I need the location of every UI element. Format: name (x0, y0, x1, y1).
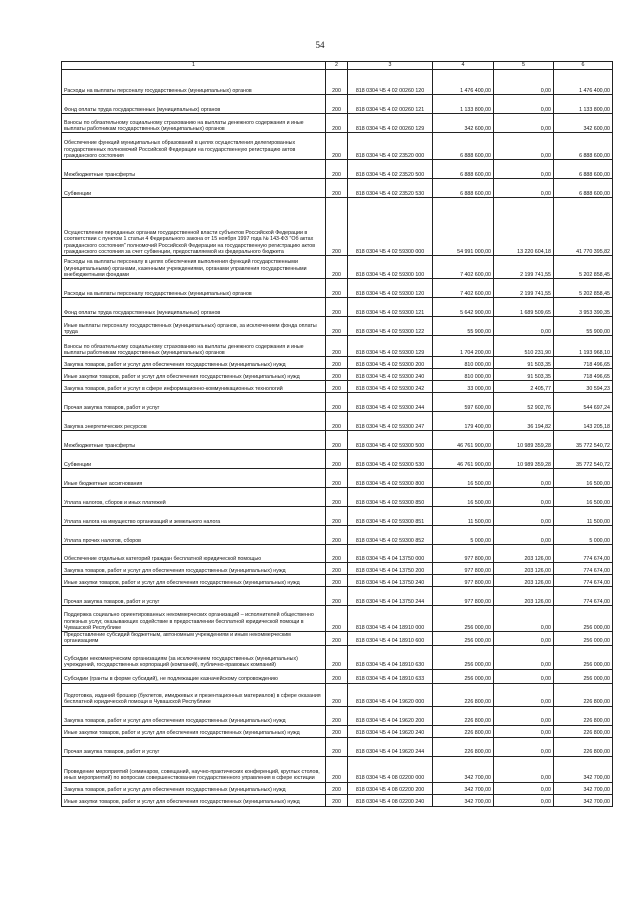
row-remaining-amount: 342 600,00 (554, 114, 613, 133)
row-plan-amount: 597 600,00 (433, 393, 494, 412)
row-code: 200 (326, 160, 348, 179)
table-row (62, 160, 613, 179)
table-row (62, 133, 613, 160)
row-code: 200 (326, 393, 348, 412)
row-budget-code: 818 0304 Ч5 4 02 59300 852 (348, 526, 433, 545)
row-remaining-amount: 718 496,65 (554, 357, 613, 369)
row-remaining-amount: 342 700,00 (554, 756, 613, 782)
row-executed-amount: 0,00 (494, 645, 554, 669)
row-code: 200 (326, 450, 348, 469)
row-name: Закупка товаров, работ и услуг в сфере информационно-коммуникационных технологий (62, 381, 326, 393)
row-remaining-amount: 6 888 600,00 (554, 179, 613, 198)
table-row (62, 279, 613, 298)
table-row (62, 606, 613, 632)
row-code: 200 (326, 737, 348, 756)
row-plan-amount: 1 476 400,00 (433, 70, 494, 95)
row-name: Взносы по обязательному социальному страхованию на выплаты денежного содержания и иные выплаты работникам государственных (муниципальных) органов (62, 114, 326, 133)
table-row (62, 114, 613, 133)
row-remaining-amount: 30 594,23 (554, 381, 613, 393)
row-code: 200 (326, 669, 348, 683)
row-name: Подготовка, изданий брошюр (буклетов, имиджевых и презентационных материалов) в сфере оказания бесплатной юридической помощи в Чувашской Республике (62, 683, 326, 706)
row-executed-amount: 0,00 (494, 179, 554, 198)
table-row (62, 507, 613, 526)
row-plan-amount: 16 500,00 (433, 469, 494, 488)
row-plan-amount: 54 991 000,00 (433, 198, 494, 256)
row-executed-amount: 1 689 509,65 (494, 298, 554, 317)
row-budget-code: 818 0304 Ч5 4 02 59300 100 (348, 256, 433, 279)
table-row (62, 706, 613, 725)
row-executed-amount: 0,00 (494, 683, 554, 706)
row-name: Закупка товаров, работ и услуг для обеспечения государственных (муниципальных) нужд (62, 706, 326, 725)
row-remaining-amount: 6 888 600,00 (554, 133, 613, 160)
row-plan-amount: 6 888 600,00 (433, 133, 494, 160)
table-row (62, 632, 613, 646)
row-plan-amount: 977 800,00 (433, 545, 494, 563)
row-plan-amount: 342 700,00 (433, 782, 494, 794)
row-name: Субсидии некоммерческим организациям (за исключением государственных (муниципальных) учреждений, государственных корпораций (компаний), публично-правовых компаний) (62, 645, 326, 669)
row-name: Межбюджетные трансферты (62, 160, 326, 179)
row-executed-amount: 0,00 (494, 737, 554, 756)
row-remaining-amount: 774 674,00 (554, 587, 613, 606)
row-executed-amount: 0,00 (494, 794, 554, 806)
row-code: 200 (326, 706, 348, 725)
row-plan-amount: 810 000,00 (433, 369, 494, 381)
row-plan-amount: 226 800,00 (433, 706, 494, 725)
row-budget-code: 818 0304 Ч5 4 02 00260 120 (348, 70, 433, 95)
row-name: Субвенции (62, 179, 326, 198)
row-plan-amount: 342 700,00 (433, 794, 494, 806)
row-executed-amount: 10 989 359,28 (494, 431, 554, 450)
row-budget-code: 818 0304 Ч5 4 08 02200 200 (348, 782, 433, 794)
row-executed-amount: 0,00 (494, 70, 554, 95)
row-plan-amount: 226 800,00 (433, 683, 494, 706)
row-code: 200 (326, 70, 348, 95)
row-remaining-amount: 55 900,00 (554, 317, 613, 336)
row-budget-code: 818 0304 Ч5 4 02 00260 129 (348, 114, 433, 133)
row-executed-amount: 203 126,00 (494, 563, 554, 575)
row-plan-amount: 33 000,00 (433, 381, 494, 393)
row-code: 200 (326, 488, 348, 507)
page-number: 54 (315, 40, 325, 50)
row-remaining-amount: 35 772 540,72 (554, 431, 613, 450)
column-header: 4 (433, 62, 494, 70)
row-budget-code: 818 0304 Ч5 4 02 59300 000 (348, 198, 433, 256)
row-remaining-amount: 11 500,00 (554, 507, 613, 526)
row-remaining-amount: 3 953 390,35 (554, 298, 613, 317)
row-name: Фонд оплаты труда государственных (муниципальных) органов (62, 298, 326, 317)
row-budget-code: 818 0304 Ч5 4 04 19620 200 (348, 706, 433, 725)
row-plan-amount: 226 800,00 (433, 725, 494, 737)
row-remaining-amount: 718 496,65 (554, 369, 613, 381)
row-name: Закупка товаров, работ и услуг для обеспечения государственных (муниципальных) нужд (62, 563, 326, 575)
row-code: 200 (326, 526, 348, 545)
row-budget-code: 818 0304 Ч5 4 02 59300 500 (348, 431, 433, 450)
row-executed-amount: 2 405,77 (494, 381, 554, 393)
row-executed-amount: 0,00 (494, 526, 554, 545)
table-row (62, 256, 613, 279)
row-executed-amount: 0,00 (494, 114, 554, 133)
row-name: Субсидии (гранты в форме субсидий), не подлежащие казначейскому сопровождению (62, 669, 326, 683)
row-name: Закупка товаров, работ и услуг для обеспечения государственных (муниципальных) нужд (62, 782, 326, 794)
row-name: Поддержка социально ориентированных некоммерческих организаций – исполнителей общественно полезных услуг, оказывающих содействие в предоставлении бесплатной юридической помощи в Чувашской Республике (62, 606, 326, 632)
row-code: 200 (326, 606, 348, 632)
row-remaining-amount: 256 000,00 (554, 669, 613, 683)
row-code: 200 (326, 756, 348, 782)
row-name: Иные бюджетные ассигнования (62, 469, 326, 488)
row-executed-amount: 13 220 604,18 (494, 198, 554, 256)
row-budget-code: 818 0304 Ч5 4 04 18910 600 (348, 632, 433, 646)
row-plan-amount: 1 704 200,00 (433, 336, 494, 357)
row-budget-code: 818 0304 Ч5 4 02 23520 530 (348, 179, 433, 198)
row-budget-code: 818 0304 Ч5 4 02 59300 800 (348, 469, 433, 488)
row-budget-code: 818 0304 Ч5 4 04 19620 000 (348, 683, 433, 706)
row-remaining-amount: 774 674,00 (554, 575, 613, 587)
row-executed-amount: 0,00 (494, 133, 554, 160)
row-code: 200 (326, 369, 348, 381)
row-executed-amount: 2 199 741,55 (494, 279, 554, 298)
row-budget-code: 818 0304 Ч5 4 04 13750 000 (348, 545, 433, 563)
row-executed-amount: 0,00 (494, 469, 554, 488)
row-name: Обеспечение функций муниципальных образований в целях осуществления делегированных государственных полномочий Российской Федерации на государственную регистрацию актов гражданского состояния (62, 133, 326, 160)
table-row (62, 645, 613, 669)
table-row (62, 526, 613, 545)
row-budget-code: 818 0304 Ч5 4 02 59300 122 (348, 317, 433, 336)
row-name: Расходы на выплаты персоналу в целях обеспечения выполнения функций государственными (муниципальными) органами, казенными учреждениями, органами управления государственными внебюджетными фондами (62, 256, 326, 279)
row-budget-code: 818 0304 Ч5 4 08 02200 000 (348, 756, 433, 782)
row-executed-amount: 0,00 (494, 160, 554, 179)
row-code: 200 (326, 279, 348, 298)
row-plan-amount: 256 000,00 (433, 669, 494, 683)
row-budget-code: 818 0304 Ч5 4 02 59300 530 (348, 450, 433, 469)
row-name: Прочая закупка товаров, работ и услуг (62, 587, 326, 606)
row-name: Иные закупки товаров, работ и услуг для обеспечения государственных (муниципальных) нужд (62, 794, 326, 806)
row-budget-code: 818 0304 Ч5 4 08 02200 240 (348, 794, 433, 806)
row-name: Уплата налогов, сборов и иных платежей (62, 488, 326, 507)
row-budget-code: 818 0304 Ч5 4 02 23520 500 (348, 160, 433, 179)
column-header: 5 (494, 62, 554, 70)
row-budget-code: 818 0304 Ч5 4 02 59300 242 (348, 381, 433, 393)
row-name: Прочая закупка товаров, работ и услуг (62, 393, 326, 412)
row-remaining-amount: 5 202 858,45 (554, 279, 613, 298)
row-executed-amount: 510 231,90 (494, 336, 554, 357)
row-executed-amount: 0,00 (494, 669, 554, 683)
row-name: Иные закупки товаров, работ и услуг для обеспечения государственных (муниципальных) нужд (62, 725, 326, 737)
row-remaining-amount: 256 000,00 (554, 632, 613, 646)
table-row (62, 545, 613, 563)
row-budget-code: 818 0304 Ч5 4 04 13750 240 (348, 575, 433, 587)
row-executed-amount: 36 194,82 (494, 412, 554, 431)
table-row (62, 412, 613, 431)
table-row (62, 575, 613, 587)
row-executed-amount: 91 503,35 (494, 357, 554, 369)
row-remaining-amount: 6 888 600,00 (554, 160, 613, 179)
row-plan-amount: 977 800,00 (433, 563, 494, 575)
row-plan-amount: 342 700,00 (433, 756, 494, 782)
row-budget-code: 818 0304 Ч5 4 04 13750 244 (348, 587, 433, 606)
row-plan-amount: 1 133 800,00 (433, 95, 494, 114)
row-plan-amount: 11 500,00 (433, 507, 494, 526)
column-header: 2 (326, 62, 348, 70)
table-row (62, 450, 613, 469)
row-code: 200 (326, 357, 348, 369)
row-remaining-amount: 35 772 540,72 (554, 450, 613, 469)
row-plan-amount: 5 642 900,00 (433, 298, 494, 317)
table-row (62, 563, 613, 575)
row-name: Расходы на выплаты персоналу государственных (муниципальных) органов (62, 279, 326, 298)
row-executed-amount: 0,00 (494, 317, 554, 336)
row-code: 200 (326, 198, 348, 256)
row-name: Предоставление субсидий бюджетным, автономным учреждениям и иным некоммерческим организациям (62, 632, 326, 646)
table-row (62, 469, 613, 488)
row-remaining-amount: 256 000,00 (554, 645, 613, 669)
table-row (62, 669, 613, 683)
row-budget-code: 818 0304 Ч5 4 02 59300 240 (348, 369, 433, 381)
row-name: Иные выплаты персоналу государственных (муниципальных) органов, за исключением фонда оплаты труда (62, 317, 326, 336)
row-code: 200 (326, 336, 348, 357)
row-executed-amount: 0,00 (494, 706, 554, 725)
row-name: Взносы по обязательному социальному страхованию на выплаты денежного содержания и иные выплаты работникам государственных (муниципальных) органов (62, 336, 326, 357)
row-budget-code: 818 0304 Ч5 4 02 00260 121 (348, 95, 433, 114)
row-code: 200 (326, 575, 348, 587)
table-row (62, 587, 613, 606)
table-row (62, 737, 613, 756)
row-code: 200 (326, 683, 348, 706)
row-name: Проведение мероприятий (семинаров, совещаний, научно-практических конференций, круглых столов, иных мероприятий) по вопросам совершенствования государственного управления в сфере юстиции (62, 756, 326, 782)
column-header: 6 (554, 62, 613, 70)
row-name: Межбюджетные трансферты (62, 431, 326, 450)
row-budget-code: 818 0304 Ч5 4 02 59300 247 (348, 412, 433, 431)
row-name: Осуществление переданных органам государственной власти субъектов Российской Федерации в соответствии с пунктом 1 статьи 4 Федерального закона от 15 ноября 1997 года № 143-ФЗ "Об актах гражданского состояния" полномочий Российской Федерации на государственную регистрацию актов гражданского состояния за счет субвенции, предоставляемой из федерального бюджета (62, 198, 326, 256)
row-name: Расходы на выплаты персоналу государственных (муниципальных) органов (62, 70, 326, 95)
table-row (62, 782, 613, 794)
row-remaining-amount: 5 202 858,45 (554, 256, 613, 279)
row-budget-code: 818 0304 Ч5 4 04 19620 240 (348, 725, 433, 737)
row-name: Уплата налога на имущество организаций и земельного налога (62, 507, 326, 526)
row-budget-code: 818 0304 Ч5 4 04 13750 200 (348, 563, 433, 575)
row-name: Иные закупки товаров, работ и услуг для обеспечения государственных (муниципальных) нужд (62, 575, 326, 587)
row-budget-code: 818 0304 Ч5 4 02 59300 121 (348, 298, 433, 317)
row-budget-code: 818 0304 Ч5 4 02 23520 000 (348, 133, 433, 160)
row-plan-amount: 179 400,00 (433, 412, 494, 431)
row-executed-amount: 2 199 741,55 (494, 256, 554, 279)
row-plan-amount: 55 900,00 (433, 317, 494, 336)
row-code: 200 (326, 507, 348, 526)
row-plan-amount: 16 500,00 (433, 488, 494, 507)
column-header: 1 (62, 62, 326, 70)
row-budget-code: 818 0304 Ч5 4 04 18910 630 (348, 645, 433, 669)
row-plan-amount: 977 800,00 (433, 587, 494, 606)
row-plan-amount: 7 402 600,00 (433, 256, 494, 279)
row-plan-amount: 226 800,00 (433, 737, 494, 756)
row-executed-amount: 203 126,00 (494, 587, 554, 606)
row-remaining-amount: 5 000,00 (554, 526, 613, 545)
row-plan-amount: 810 000,00 (433, 357, 494, 369)
table-row (62, 70, 613, 95)
row-plan-amount: 5 000,00 (433, 526, 494, 545)
row-executed-amount: 0,00 (494, 782, 554, 794)
row-plan-amount: 977 800,00 (433, 575, 494, 587)
table-row (62, 198, 613, 256)
row-budget-code: 818 0304 Ч5 4 04 18910 000 (348, 606, 433, 632)
row-budget-code: 818 0304 Ч5 4 04 18910 633 (348, 669, 433, 683)
row-name: Иные закупки товаров, работ и услуг для обеспечения государственных (муниципальных) нужд (62, 369, 326, 381)
row-code: 200 (326, 431, 348, 450)
row-code: 200 (326, 179, 348, 198)
row-code: 200 (326, 317, 348, 336)
row-code: 200 (326, 587, 348, 606)
table-row (62, 488, 613, 507)
row-remaining-amount: 1 476 400,00 (554, 70, 613, 95)
row-code: 200 (326, 133, 348, 160)
row-executed-amount: 0,00 (494, 95, 554, 114)
row-name: Прочая закупка товаров, работ и услуг (62, 737, 326, 756)
row-code: 200 (326, 725, 348, 737)
row-executed-amount: 203 126,00 (494, 575, 554, 587)
row-plan-amount: 256 000,00 (433, 606, 494, 632)
row-executed-amount: 0,00 (494, 725, 554, 737)
row-code: 200 (326, 381, 348, 393)
table-row (62, 725, 613, 737)
row-name: Обеспечение отдельных категорий граждан бесплатной юридической помощью (62, 545, 326, 563)
row-code: 200 (326, 563, 348, 575)
row-remaining-amount: 774 674,00 (554, 545, 613, 563)
row-remaining-amount: 256 000,00 (554, 606, 613, 632)
column-header: 3 (348, 62, 433, 70)
row-remaining-amount: 1 133 800,00 (554, 95, 613, 114)
row-remaining-amount: 226 800,00 (554, 737, 613, 756)
row-code: 200 (326, 95, 348, 114)
row-code: 200 (326, 469, 348, 488)
row-remaining-amount: 16 500,00 (554, 469, 613, 488)
row-executed-amount: 203 126,00 (494, 545, 554, 563)
row-code: 200 (326, 782, 348, 794)
table-header-row (62, 62, 613, 70)
row-plan-amount: 6 888 600,00 (433, 160, 494, 179)
row-plan-amount: 6 888 600,00 (433, 179, 494, 198)
row-executed-amount: 0,00 (494, 632, 554, 646)
table-row (62, 179, 613, 198)
table-row (62, 336, 613, 357)
table-row (62, 369, 613, 381)
table-row (62, 794, 613, 806)
row-remaining-amount: 342 700,00 (554, 794, 613, 806)
row-remaining-amount: 41 770 395,82 (554, 198, 613, 256)
row-executed-amount: 0,00 (494, 756, 554, 782)
row-plan-amount: 256 000,00 (433, 632, 494, 646)
row-remaining-amount: 226 800,00 (554, 683, 613, 706)
table-row (62, 317, 613, 336)
table-row (62, 381, 613, 393)
table-row (62, 431, 613, 450)
row-plan-amount: 256 000,00 (433, 645, 494, 669)
row-name: Фонд оплаты труда государственных (муниципальных) органов (62, 95, 326, 114)
table-row (62, 683, 613, 706)
row-executed-amount: 52 902,76 (494, 393, 554, 412)
row-code: 200 (326, 545, 348, 563)
row-code: 200 (326, 298, 348, 317)
row-remaining-amount: 342 700,00 (554, 782, 613, 794)
row-remaining-amount: 226 800,00 (554, 725, 613, 737)
table-row (62, 357, 613, 369)
row-plan-amount: 46 761 900,00 (433, 431, 494, 450)
row-budget-code: 818 0304 Ч5 4 02 59300 129 (348, 336, 433, 357)
row-plan-amount: 46 761 900,00 (433, 450, 494, 469)
row-remaining-amount: 226 800,00 (554, 706, 613, 725)
row-code: 200 (326, 645, 348, 669)
row-plan-amount: 342 600,00 (433, 114, 494, 133)
row-executed-amount: 10 989 359,28 (494, 450, 554, 469)
row-name: Субвенции (62, 450, 326, 469)
row-executed-amount: 0,00 (494, 507, 554, 526)
row-budget-code: 818 0304 Ч5 4 02 59300 851 (348, 507, 433, 526)
budget-execution-table (61, 61, 613, 807)
row-code: 200 (326, 412, 348, 431)
row-budget-code: 818 0304 Ч5 4 02 59300 120 (348, 279, 433, 298)
row-executed-amount: 0,00 (494, 488, 554, 507)
table-row (62, 95, 613, 114)
row-code: 200 (326, 256, 348, 279)
row-remaining-amount: 1 193 968,10 (554, 336, 613, 357)
table-row (62, 393, 613, 412)
row-remaining-amount: 544 697,24 (554, 393, 613, 412)
row-name: Закупка энергетических ресурсов (62, 412, 326, 431)
row-name: Уплата прочих налогов, сборов (62, 526, 326, 545)
row-budget-code: 818 0304 Ч5 4 02 59300 244 (348, 393, 433, 412)
row-budget-code: 818 0304 Ч5 4 04 19620 244 (348, 737, 433, 756)
row-name: Закупка товаров, работ и услуг для обеспечения государственных (муниципальных) нужд (62, 357, 326, 369)
row-remaining-amount: 774 674,00 (554, 563, 613, 575)
row-code: 200 (326, 632, 348, 646)
row-remaining-amount: 143 205,18 (554, 412, 613, 431)
row-code: 200 (326, 114, 348, 133)
row-code: 200 (326, 794, 348, 806)
row-budget-code: 818 0304 Ч5 4 02 59300 850 (348, 488, 433, 507)
row-executed-amount: 91 503,35 (494, 369, 554, 381)
row-remaining-amount: 16 500,00 (554, 488, 613, 507)
table-row (62, 298, 613, 317)
row-budget-code: 818 0304 Ч5 4 02 59300 200 (348, 357, 433, 369)
row-plan-amount: 7 402 600,00 (433, 279, 494, 298)
table-row (62, 756, 613, 782)
row-executed-amount: 0,00 (494, 606, 554, 632)
